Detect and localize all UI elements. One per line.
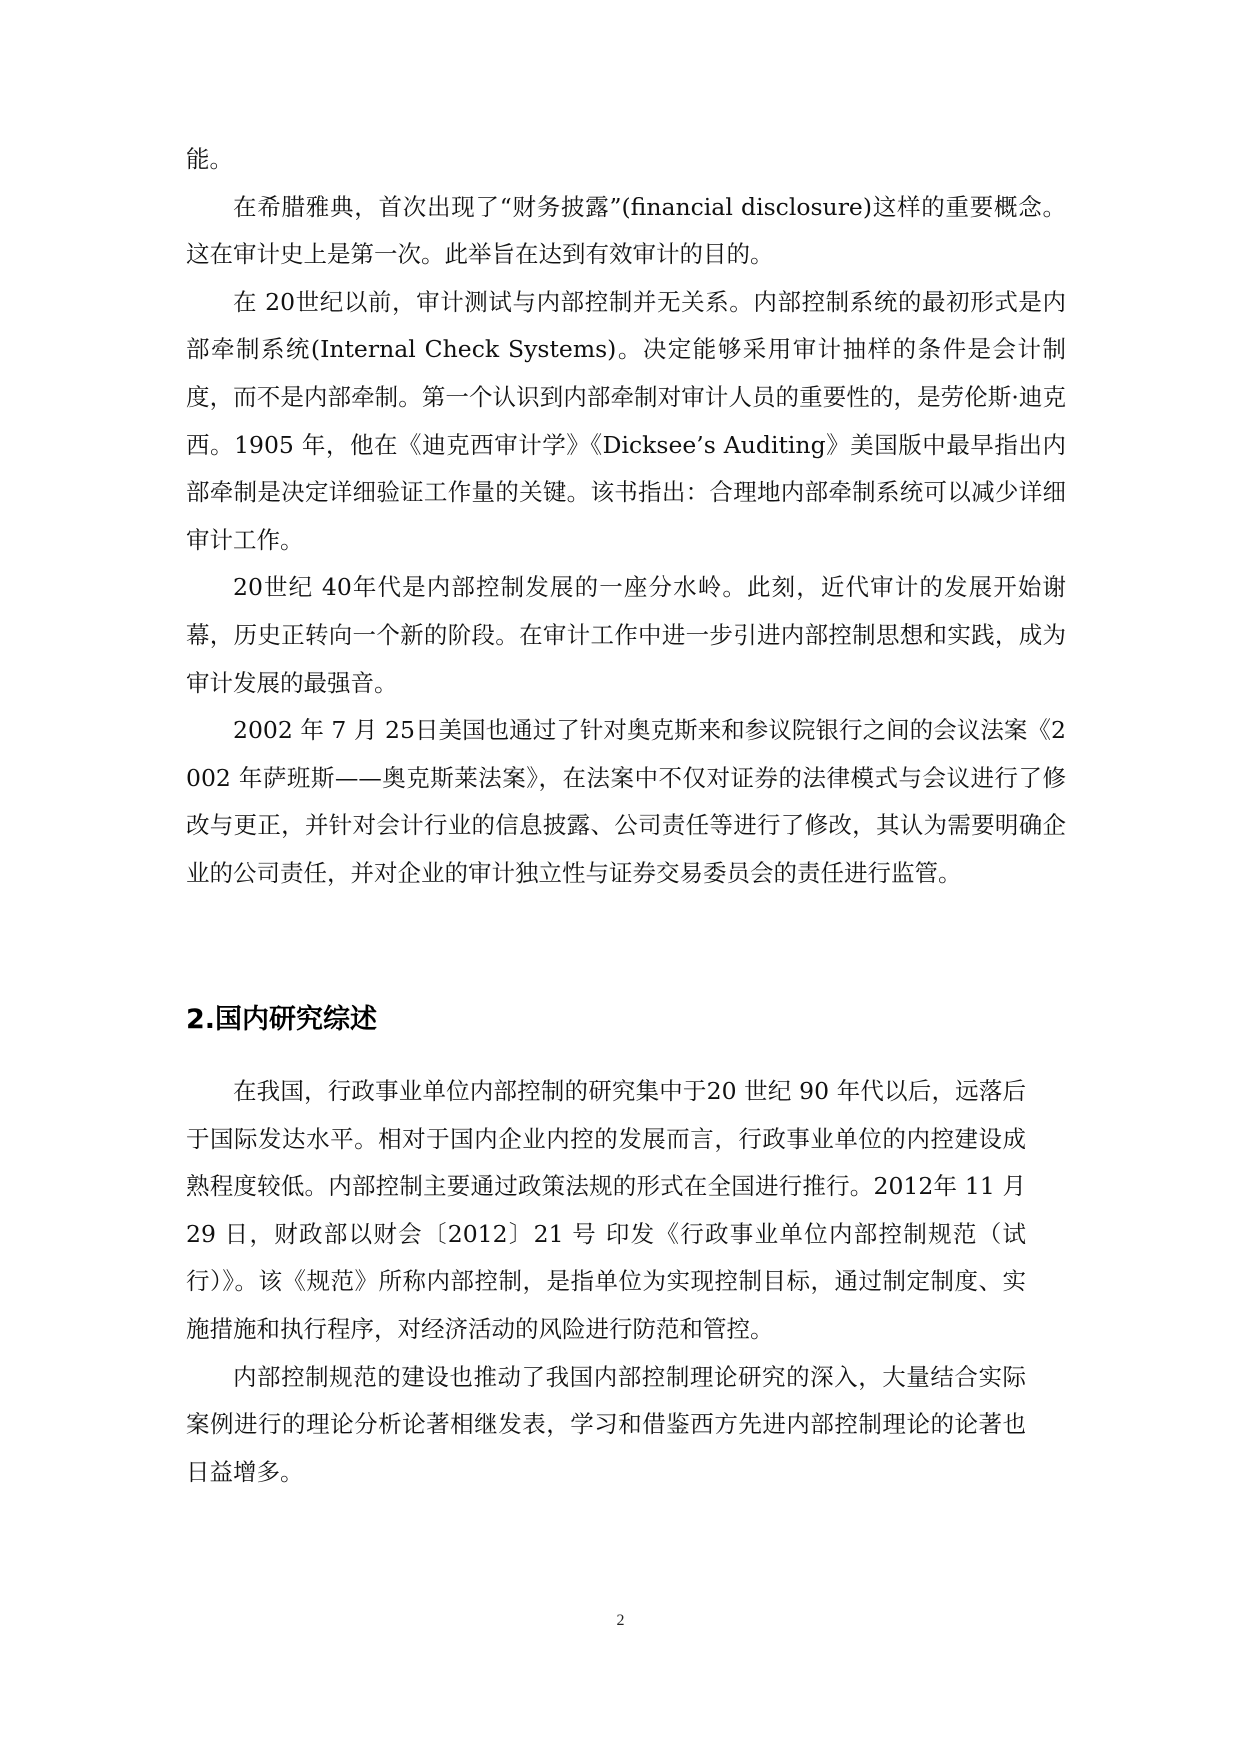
paragraph: 在 20世纪以前，审计测试与内部控制并无关系。内部控制系统的最初形式是内部牵制系统(Internal Check Systems)。决定能够采用审计抽样的条件是会计制度，而不是内部牵制。第一个认识到内部牵制对审计人员的重要性的，是劳伦斯·迪克西。1905 年，他在《迪克西审计学》《Dicksee’s Auditing》美国版中最早指出内部牵制是决定详细验证工作量的关键。该书指出：合理地内部牵制系统可以减少详细审计工作。 [186,287,1066,554]
section-heading: 2.国内研究综述 [186,1004,378,1035]
section-international-review-body [186,136,1066,898]
section-domestic-review-body [186,1068,1026,1496]
page-number: 2 [616,1612,625,1629]
paragraph: 内部控制规范的建设也推动了我国内部控制理论研究的深入，大量结合实际案例进行的理论分析论著相继发表，学习和借鉴西方先进内部控制理论的论著也日益增多。 [186,1362,1026,1486]
paragraph: 20世纪 40年代是内部控制发展的一座分水岭。此刻，近代审计的发展开始谢幕，历史正转向一个新的阶段。在审计工作中进一步引进内部控制思想和实践，成为审计发展的最强音。 [186,573,1066,697]
paragraph: 在希腊雅典，首次出现了“财务披露”(financial disclosure)这样的重要概念。这在审计史上是第一次。此举旨在达到有效审计的目的。 [186,192,1066,269]
paragraph: 2002 年 7 月 25日美国也通过了针对奥克斯来和参议院银行之间的会议法案《2002 年萨班斯——奥克斯莱法案》，在法案中不仅对证券的法律模式与会议进行了修改与更正，并针对会计行业的信息披露、公司责任等进行了修改，其认为需要明确企业的公司责任，并对企业的审计独立性与证券交易委员会的责任进行监管。 [186,716,1066,887]
paragraph: 能。 [186,145,233,173]
paragraph: 在我国，行政事业单位内部控制的研究集中于20 世纪 90 年代以后，远落后于国际发达水平。相对于国内企业内控的发展而言，行政事业单位的内控建设成熟程度较低。内部控制主要通过政策法规的形式在全国进行推行。2012年 11 月 29 日，财政部以财会〔2012〕21 号 印发《行政事业单位内部控制规范（试行）》。该《规范》所称内部控制，是指单位为实现控制目标，通过制定制度、实施措施和执行程序，对经济活动的风险进行防范和管控。 [186,1077,1026,1343]
